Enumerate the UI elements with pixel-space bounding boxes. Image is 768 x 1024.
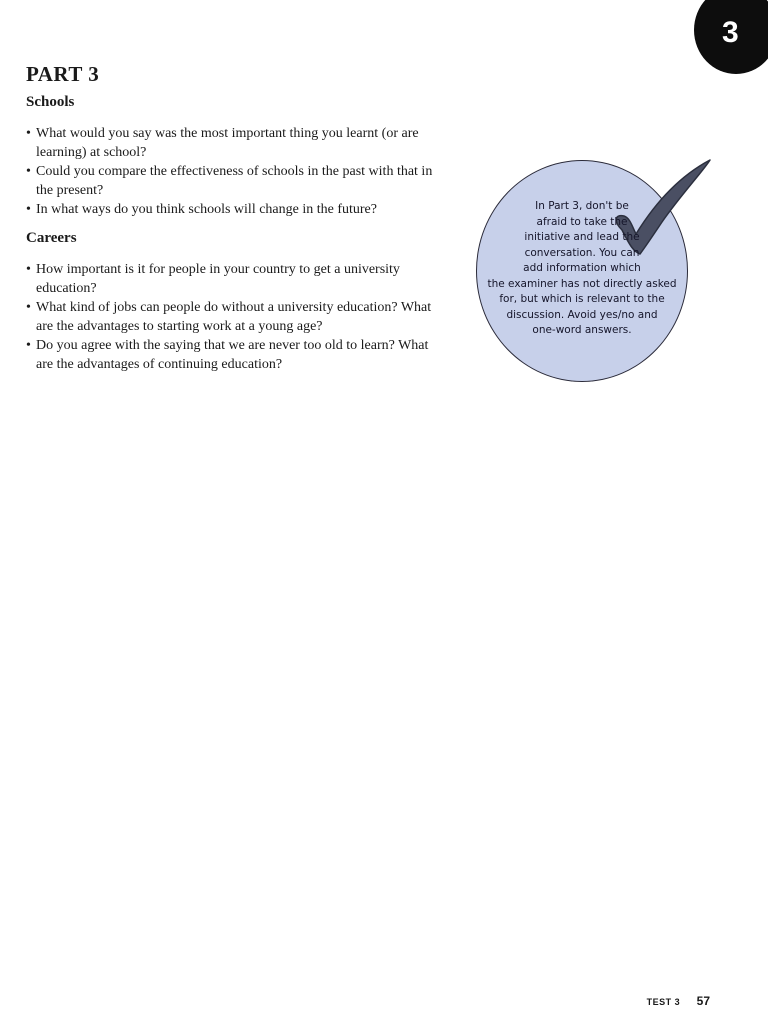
question-line: Could you compare the effectiveness of schools in the past with that in [36,164,433,179]
question-item [26,162,454,200]
question-item [26,200,454,219]
tip-line: discussion. Avoid yes/no and [506,308,658,321]
question-line: Do you agree with the saying that we are never too old to learn? What [36,338,429,353]
question-line: are the advantages to starting work at a young age? [36,319,323,334]
question-line: education? [36,281,97,296]
bullet-icon: • [26,338,31,353]
question-item [26,298,454,336]
page-number: 57 [696,994,710,1008]
question-line: What would you say was the most important thing you learnt (or are [36,126,419,141]
schools-question-list [26,124,454,219]
tip-line: the examiner has not directly asked [487,277,677,290]
question-item [26,336,454,374]
bullet-icon: • [26,202,31,217]
question-item [26,260,454,298]
question-line: How important is it for people in your country to get a university [36,262,400,277]
question-line: the present? [36,183,104,198]
tip-text [472,199,692,339]
bullet-icon: • [26,126,31,141]
careers-question-list [26,260,454,374]
tip-line: conversation. You can [524,246,640,259]
question-item [26,124,454,162]
question-line: What kind of jobs can people do without a university education? What [36,300,432,315]
question-line: are the advantages of continuing education? [36,357,283,372]
question-line: In what ways do you think schools will change in the future? [36,202,377,217]
tip-line: for, but which is relevant to the [499,293,665,305]
test-number-label: 3 [722,16,739,49]
footer-test-label: TEST 3 [646,997,681,1007]
tip-line: add information which [523,262,641,274]
tip-line: afraid to take the [536,215,628,228]
bullet-icon: • [26,300,31,315]
part-title: PART 3 [26,62,100,86]
tip-line: In Part 3, don't be [535,200,629,212]
bullet-icon: • [26,262,31,277]
tip-line: initiative and lead the [524,231,640,243]
page-footer [647,992,710,1010]
tip-line: one-word answers. [532,324,632,336]
test-number-tab [694,0,768,74]
bullet-icon: • [26,164,31,179]
question-line: learning) at school? [36,145,147,160]
section-heading-schools: Schools [26,94,75,110]
section-heading-careers: Careers [26,230,77,246]
